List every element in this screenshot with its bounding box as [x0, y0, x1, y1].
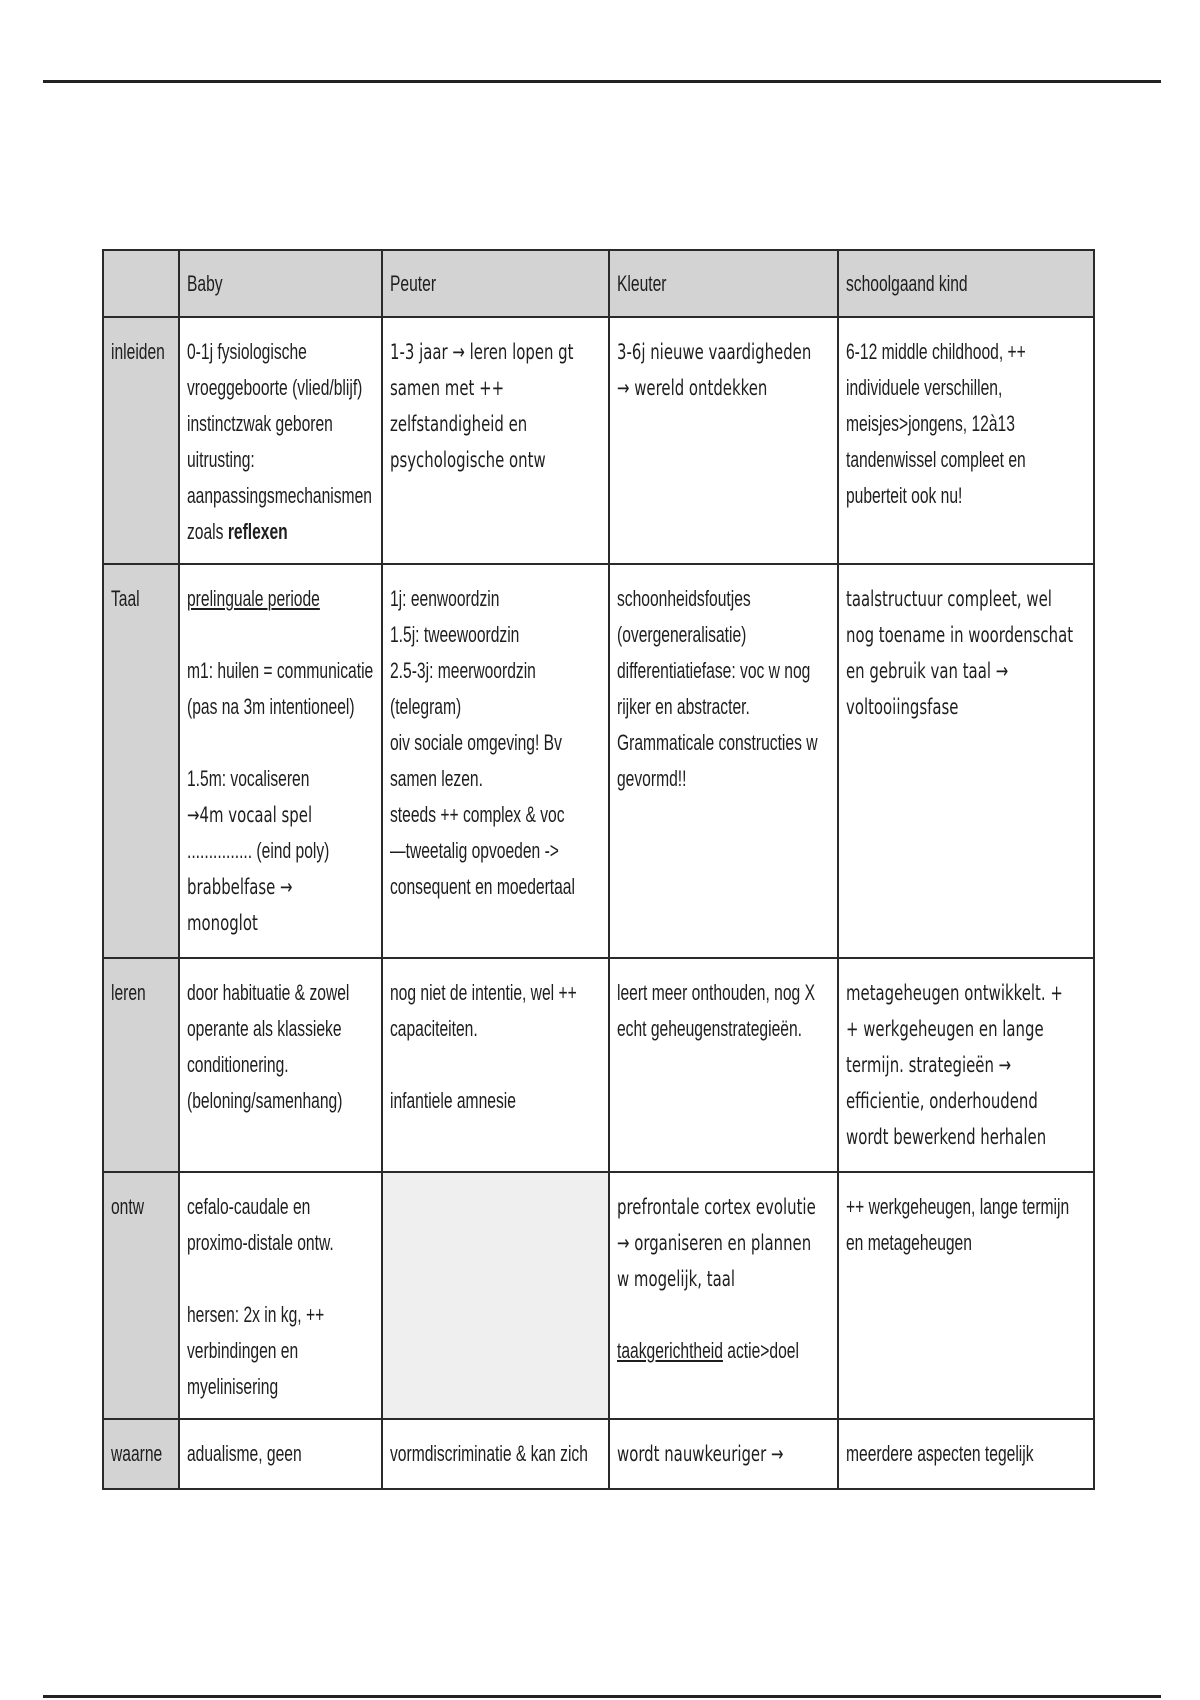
cell-line [390, 370, 545, 406]
table-cell [610, 318, 839, 565]
cell-line [187, 514, 325, 550]
big-text: prefrontale cortex evolutie [617, 1195, 816, 1219]
cell-line [390, 334, 574, 370]
column-header-label: Baby [187, 270, 223, 296]
cell-line: meerdere aspecten tegelijk [846, 1441, 1034, 1466]
cell-line: steeds ++ complex & voc [390, 802, 565, 827]
cell-line [617, 1333, 799, 1369]
cell-line: aanpassingsmechanismen [187, 483, 372, 508]
cell-line [846, 975, 1063, 1011]
cell-line [187, 797, 325, 833]
cell-line: oiv sociale omgeving! Bv [390, 730, 562, 755]
row-label-cell [104, 318, 180, 565]
table-cell [383, 959, 610, 1173]
cell-line: hersen: 2x in kg, ++ [187, 1302, 325, 1327]
bottom-rule [43, 1695, 1161, 1698]
table-cell [383, 565, 610, 959]
top-rule [43, 80, 1161, 83]
cell-line [187, 725, 325, 761]
table-cell [180, 959, 383, 1173]
cell-line: nog niet de intentie, wel ++ [390, 980, 577, 1005]
cell-line: 1.5m: vocaliseren [187, 766, 310, 791]
table-cell [610, 565, 839, 959]
cell-line [390, 442, 545, 478]
cell-line [617, 1261, 773, 1297]
cell-line [846, 617, 1074, 653]
text-run: zoals [187, 519, 228, 544]
cell-line [187, 617, 325, 653]
cell-line [617, 1189, 816, 1225]
big-text: metageheugen ontwikkelt. + [846, 981, 1063, 1005]
cell-line: 2.5-3j: meerwoordzin [390, 658, 536, 683]
cell-line: —tweetalig opvoeden -> [390, 838, 559, 863]
table-cell [180, 318, 383, 565]
cell-line [390, 406, 545, 442]
cell-line [617, 1297, 773, 1333]
big-text: en gebruik van taal → [846, 659, 1009, 683]
cell-line [846, 1047, 1021, 1083]
big-text: psychologische ontw [390, 448, 546, 472]
cell-line [846, 1083, 1038, 1119]
table-cell [839, 1420, 1095, 1490]
cell-line [187, 905, 325, 941]
big-text: zelfstandigheid en [390, 412, 528, 436]
big-text: monoglot [187, 911, 258, 935]
big-text: taalstructuur compleet, wel [846, 587, 1052, 611]
big-text: wordt bewerkend herhalen [846, 1125, 1047, 1149]
cell-line [617, 1436, 784, 1472]
cell-line: ............... (eind poly) [187, 838, 330, 863]
cell-line: proximo-distale ontw. [187, 1230, 334, 1255]
table-cell [610, 959, 839, 1173]
big-text: nog toename in woordenschat [846, 623, 1074, 647]
row-label: Taal [111, 586, 140, 611]
cell-line: Grammaticale constructies w [617, 730, 818, 755]
row-label: leren [111, 980, 146, 1005]
table-cell [610, 1420, 839, 1490]
cell-line: tandenwissel compleet en [846, 447, 1026, 472]
big-text: 3-6j nieuwe vaardigheden [617, 340, 812, 364]
cell-line: uitrusting: [187, 447, 255, 472]
cell-line: operante als klassieke [187, 1016, 342, 1041]
cell-line: m1: huilen = communicatie [187, 658, 374, 683]
cell-line [390, 1047, 545, 1083]
cell-line: leert meer onthouden, nog X [617, 980, 815, 1005]
column-header-label: Kleuter [617, 270, 667, 296]
cell-line: myelinisering [187, 1374, 279, 1399]
row-label-cell [104, 1420, 180, 1490]
cell-line: meisjes>jongens, 12à13 [846, 411, 1015, 436]
table-cell [839, 318, 1095, 565]
cell-line [187, 869, 325, 905]
big-text: → organiseren en plannen [617, 1231, 812, 1255]
cell-line: instinctzwak geboren [187, 411, 333, 436]
big-text: → wereld ontdekken [617, 376, 768, 400]
cell-line: conditionering. [187, 1052, 289, 1077]
cell-line [846, 653, 1021, 689]
big-text: voltooiingsfase [846, 695, 959, 719]
cell-line: rijker en abstracter. [617, 694, 750, 719]
row-label: ontw [111, 1194, 145, 1219]
table-cell [383, 1173, 610, 1420]
cell-line [846, 1011, 1044, 1047]
row-label-cell [104, 565, 180, 959]
cell-line [187, 581, 325, 617]
cell-line: cefalo-caudale en [187, 1194, 311, 1219]
underline-text: taakgerichtheid [617, 1338, 723, 1363]
table-cell [180, 565, 383, 959]
cell-line [846, 1119, 1047, 1155]
cell-line: 1j: eenwoordzin [390, 586, 500, 611]
cell-line: verbindingen en [187, 1338, 299, 1363]
underline-text: prelinguale periode [187, 586, 320, 611]
big-text: →4m vocaal spel [187, 803, 313, 827]
cell-line: 6-12 middle childhood, ++ [846, 339, 1026, 364]
big-text: w mogelijk, taal [617, 1267, 736, 1291]
header-corner-cell [104, 251, 180, 318]
table-cell [383, 1420, 610, 1490]
cell-line: capaciteiten. [390, 1016, 478, 1041]
cell-line: puberteit ook nu! [846, 483, 963, 508]
cell-line [617, 370, 773, 406]
big-text: + werkgeheugen en lange [846, 1017, 1044, 1041]
cell-line: gevormd!! [617, 766, 687, 791]
big-text: wordt nauwkeuriger → [617, 1442, 784, 1466]
cell-line: 1.5j: tweewoordzin [390, 622, 520, 647]
cell-line: ++ werkgeheugen, lange termijn [846, 1194, 1070, 1219]
cell-line: consequent en moedertaal [390, 874, 575, 899]
cell-line: (overgeneralisatie) [617, 622, 747, 647]
big-text: termijn. strategieën → [846, 1053, 1012, 1077]
cell-line: adualisme, geen [187, 1441, 302, 1466]
cell-line: (telegram) [390, 694, 462, 719]
table-cell [383, 318, 610, 565]
cell-line: schoonheidsfoutjes [617, 586, 751, 611]
big-text: efficientie, onderhoudend [846, 1089, 1038, 1113]
row-label: inleiden [111, 339, 165, 364]
cell-line [187, 1261, 325, 1297]
row-label-cell [104, 1173, 180, 1420]
cell-line [846, 581, 1052, 617]
text-run: actie>doel [722, 1338, 799, 1363]
table-cell [839, 565, 1095, 959]
table-cell [610, 1173, 839, 1420]
table-cell [839, 1173, 1095, 1420]
development-table [102, 249, 1095, 1490]
cell-line: individuele verschillen, [846, 375, 1003, 400]
column-header [383, 251, 610, 318]
cell-line: infantiele amnesie [390, 1088, 516, 1113]
cell-line [617, 334, 812, 370]
big-text: 1-3 jaar → leren lopen gt [390, 340, 574, 364]
table-cell [839, 959, 1095, 1173]
cell-line: door habituatie & zowel [187, 980, 350, 1005]
cell-line: echt geheugenstrategieën. [617, 1016, 802, 1041]
cell-line: (pas na 3m intentioneel) [187, 694, 355, 719]
cell-line: (beloning/samenhang) [187, 1088, 343, 1113]
row-label-cell [104, 959, 180, 1173]
bold-text: reflexen [227, 519, 288, 544]
column-header [180, 251, 383, 318]
cell-line: vormdiscriminatie & kan zich [390, 1441, 588, 1466]
cell-line [846, 689, 1021, 725]
cell-line: vroeggeboorte (vlied/blijf) [187, 375, 363, 400]
cell-line: en metageheugen [846, 1230, 972, 1255]
column-header-label: schoolgaand kind [846, 270, 968, 296]
column-header-label: Peuter [390, 270, 437, 296]
cell-line: 0-1j fysiologische [187, 339, 307, 364]
table-cell [180, 1420, 383, 1490]
cell-line [617, 1225, 812, 1261]
row-label: waarne [111, 1441, 163, 1466]
table-cell [180, 1173, 383, 1420]
cell-line: differentiatiefase: voc w nog [617, 658, 811, 683]
big-text: brabbelfase → [187, 875, 293, 899]
big-text: samen met ++ [390, 376, 505, 400]
column-header [839, 251, 1095, 318]
cell-line: samen lezen. [390, 766, 483, 791]
column-header [610, 251, 839, 318]
